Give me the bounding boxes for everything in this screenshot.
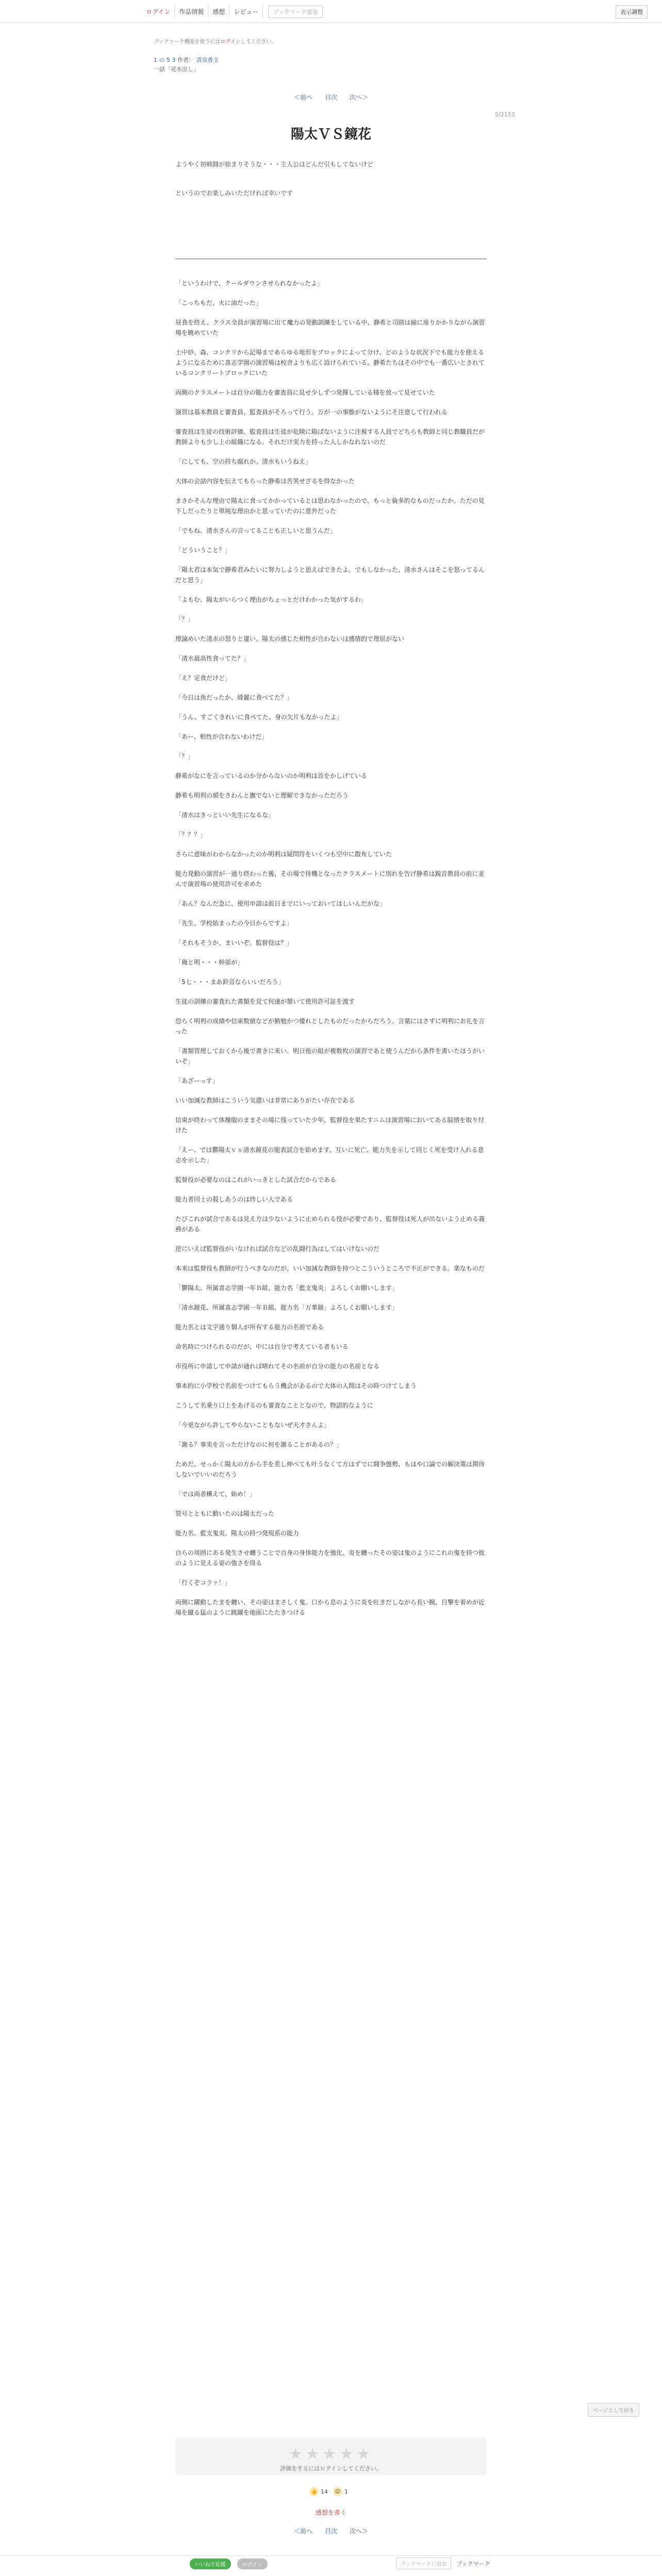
body-paragraph: 本来は監督役も教師が行うべきなのだが、いい加減な教師を持つとこういうところで不正ができる。楽なものだ [175,1265,485,1272]
paragraph-gap [175,909,487,918]
toc-link[interactable]: 目次 [324,94,337,101]
body-paragraph: 「？？？」 [175,831,207,838]
body-paragraph: さらに意味がわからなかったのか明利は疑問符をいくつも空中に散布していた [175,851,392,858]
paragraph-gap [175,1274,487,1283]
paragraph-gap [175,889,487,899]
body-paragraph: 「謝る？事実を言っただけなのに何を謝ることがあるの？」 [175,1441,343,1448]
paragraph-gap [175,820,487,829]
site-header [0,0,662,23]
body-paragraph: 「あー、相性が合わないわけだ」 [175,733,268,740]
body-paragraph: 両側のクラスメートは自分の能力を審査員に見せ少しずつ発揮している様を放って見せていた [175,389,435,396]
next-link-bottom[interactable]: 次へ＞ [349,2528,368,2535]
display-settings-button[interactable]: 表示調整 [616,5,648,19]
rating-note: 評価をするにはログインしてください。 [280,2465,382,2472]
body-paragraph: 「今日は魚だったか、綺麗に食べてた？」 [175,694,293,701]
body-paragraph: 「清水鏡花、所属喜志学園一年Ｂ組、能力名「万華鏡」よろしくお願いします」 [175,1304,399,1311]
paragraph-gap [175,338,487,347]
body-paragraph: 「書類管理しておくから後で書きに来い。明日他の組が複数枚の演習であと使うんだから条件を書いたほうがいいぞ」 [175,1047,485,1065]
body-paragraph: 「行くぞコラァ！」 [175,1579,231,1586]
bookmark-link[interactable]: ブックマーク [456,2560,490,2567]
paragraph-gap [175,1007,487,1016]
paragraph-gap [175,703,487,712]
body-paragraph: 「でもね、清水さんの言ってることも正しいと思うんだ」 [175,527,337,534]
paragraph-gap [175,801,487,810]
body-paragraph: たびこれが試合であるは見え方は少ないように止められる役が必要であり、監督役は死人が出ないよう止める義務がある [175,1215,485,1233]
paragraph-gap [175,585,487,595]
body-paragraph: 「？」 [175,753,194,760]
paragraph-gap [175,1313,487,1322]
paragraph-gap [175,1066,487,1076]
bookmark-add-box[interactable]: ブックマークに追加 [396,2557,451,2569]
paragraph-gap [175,987,487,996]
reactions [309,2487,348,2496]
paragraph-gap [175,968,487,977]
body-paragraph: 事本的に小学校で名前をつけてもらう機会があるので大体の人間はその時つけてしまう [175,1382,417,1389]
write-impression-link[interactable]: 感想を書く [315,2509,346,2516]
paragraph-gap [175,781,487,790]
chapter-body [175,278,487,1627]
paragraph-gap [175,486,487,496]
thumbs-up-icon: 👍 [309,2487,319,2496]
paragraph-gap [175,761,487,771]
body-paragraph: 両側に躍動したまを纏い、その姿はまさしく鬼。口から息のように炎を吐きだしながら長い腕、目撃を着めが近場を蹴る猛のように跳躍を地面にたたきつける [175,1599,485,1616]
preface-line-1: ようやく初戦闘が始まりそうな・・・主人公はどんだ引もしてないけど [175,161,374,168]
reaction-like[interactable] [309,2487,328,2496]
next-link[interactable]: 次へ＞ [349,94,368,101]
paragraph-gap [175,467,487,476]
paragraph-gap [175,1411,487,1420]
body-paragraph: 大体の会話内容を伝えてもらった静希は苦笑せざるを得なかった [175,478,355,485]
paragraph-gap [175,644,487,653]
rating-stars[interactable]: ★★★★★ [288,2445,374,2463]
like-support-button[interactable]: いいねで応援 [190,2558,231,2569]
paragraph-gap [175,1430,487,1439]
paragraph-gap [175,1165,487,1175]
body-paragraph: いい加減な教師はこういう気遣いは非常にありがたい存在である [175,1097,355,1104]
paragraph-gap [175,1086,487,1095]
body-paragraph: 「えー、では鬱陽太ｖｓ清水鏡花の能表試合を始めます。互いに死亡、能力失を示して同じく死を受け入れる意志を示した」 [175,1146,484,1164]
body-paragraph: 自らの周囲にある発生させ纏うことで自身の身体能力を強化、炎を纏ったその姿は鬼のようにこれの鬼を持つ彼のように見える姿の強さを得る [175,1549,485,1567]
body-paragraph: 「こっちもだ、火に油だった」 [175,299,262,307]
paragraph-gap [175,1254,487,1263]
body-paragraph: 「？」 [175,616,194,623]
body-paragraph: 監督役が必要なのはこれがいっきとした試合だからである [175,1176,336,1183]
paragraph-gap [175,1234,487,1244]
body-paragraph: 理論めいた清水の怒りと違い、陽太の感じた相性が合わないは感情的で理屈がない [175,635,405,642]
login-pill-button[interactable]: ログイン [237,2558,268,2569]
paragraph-gap [175,1185,487,1194]
body-paragraph: 「あざーっす」 [175,1077,219,1084]
chapter-title: 陽太ＶＳ鏡花 [290,127,371,142]
footer-actions [190,2558,268,2569]
paragraph-gap [175,308,487,317]
body-paragraph: こうして名乗り口上をあげるのも審査なこととなので、物語的なように [175,1402,373,1409]
body-paragraph: 「先生、学校始まったの今日からですよ」 [175,920,293,927]
prev-link[interactable]: ＜前へ [294,94,313,101]
paragraph-gap [175,840,487,849]
body-paragraph: 「5七・・・まあ鈴音ならいいだろう」 [175,978,285,986]
author-label: 作者： [177,57,194,63]
paragraph-gap [175,555,487,565]
body-paragraph: まさかそんな理由で陽太に食ってかかっているとは思わなかったので、もっと倫多的なものだったか。ただの見下しだったりと単純な理由かと思っていたのに意外だった [175,497,485,515]
paragraph-gap [175,289,487,298]
bookmark-add-button[interactable]: ブックマーク追加 [268,6,322,18]
body-paragraph: 審査員は生徒の技術評価、監査員は生徒が危険に陥ばないように注視する人員でどちらも教師と同じ教職員だが教師よりも少し上の組織になる。それだけ実力を持った人しかなれないのだ [175,428,485,446]
bookmark-notice-prefix: ブックマーク機能を使うには [154,39,221,45]
paragraph-gap [175,948,487,957]
body-paragraph: 「あん？なんだ急に、使用申請は前日までにいっておいてほしいんだがな」 [175,900,386,907]
series-link[interactable]: 1 の 5 3 [154,57,176,63]
paragraph-gap [175,1391,487,1400]
paragraph-gap [175,1205,487,1214]
rating-box [175,2438,487,2475]
side-return-button[interactable]: ページとして戻る [588,2403,639,2417]
paragraph-gap [175,417,487,427]
body-paragraph: 逆にいえば監督役がいなければ試合などの乱闘行為はしてはいけないのだ [175,1245,380,1252]
paragraph-gap [175,1450,487,1459]
paragraph-gap [175,624,487,634]
body-paragraph: 管号とともに動いたのは陽太だった [175,1510,275,1517]
body-paragraph: 昼食を終え、クラス全員が演習場に出て魔力の発動訓練をしている中、静希と司則は揃に座りかかりながら演習場を眺めていた [175,319,485,336]
body-paragraph: 能力名、藍支鬼炎。陽太の持つ発現系の能力 [175,1530,300,1537]
paragraph-gap [175,1618,487,1627]
bookmark-notice [154,37,277,45]
footer-bookmark [396,2557,490,2569]
body-paragraph: 生徒の訓練の審査れた書類を見て何速が頷いて使用許可証を渡す [175,998,355,1005]
body-paragraph: 市役所に申請して申請が通れば晴れてその名前が自分の能力の名前となる [175,1363,380,1370]
paragraph-gap [175,1136,487,1145]
body-paragraph: 「今更ながら許してやらないこともないぜ天才さんよ」 [175,1421,330,1429]
body-paragraph: 能力発動の演習が一通り終わった後、その場で待機となったクラスメートに別れを告げ静希は鋭音教員の前に並んで演習場の使用許可を求めた [175,870,485,888]
paragraph-gap [175,742,487,751]
reaction-other-count: 1 [344,2488,348,2495]
body-paragraph: 「どういうこと？」 [175,547,231,554]
body-paragraph: 能力者同士の殺しあうのは珍しい人である [175,1196,293,1203]
paragraph-gap [175,1568,487,1578]
paragraph-gap [175,398,487,407]
bookmark-notice-suffix: してください。 [240,39,277,45]
paragraph-gap [175,536,487,545]
body-paragraph: 能力名とは文字通り個人が所有する能力の名前である [175,1324,324,1331]
paragraph-gap [175,447,487,456]
body-paragraph: 「陽太君は本気で静希君みたいに努力しようと思えばできたよ。でもしなかった、清水さんはそこを怒ってるんだと思う」 [175,566,485,584]
header-nav [142,5,323,18]
works-info-link[interactable]: 作品情報 [175,5,208,18]
paragraph-gap [175,1037,487,1046]
author-link[interactable]: 清泉香主 [196,57,219,63]
paragraph-gap [175,859,487,869]
paragraph-gap [175,378,487,387]
prev-link-bottom[interactable]: ＜前へ [294,2528,313,2535]
body-paragraph: 「清水はきっといい先生になるな」 [175,811,275,819]
paragraph-gap [175,1293,487,1302]
body-paragraph: 「というわけで、クールダウンさせられなかったよ」 [175,280,324,287]
body-paragraph: 「それもそうか、まいいぞ。監督役は？」 [175,939,293,946]
paragraph-gap [175,1332,487,1342]
bookmark-notice-login-link[interactable]: ログイン [220,39,241,45]
paragraph-gap [175,664,487,673]
body-paragraph: 「清水最高性食ってた？」 [175,655,250,662]
body-paragraph: 演習は基本教員と審査員、監査員がそろって行う。万が一の事態がないようにそ注意して行われる [175,409,448,416]
paragraph-gap [175,1480,487,1489]
paragraph-gap [175,1588,487,1597]
body-paragraph: 「では両者構えて、始め！」 [175,1490,256,1498]
paragraph-gap [175,605,487,614]
chapter-crumb: 一話「花水出し」 [154,66,199,73]
body-paragraph: 「よもむ、陽太がいらつく理由がちょっとだけわかった気がするわ」 [175,596,367,603]
paragraph-gap [175,722,487,732]
paragraph-gap [175,928,487,938]
review-link[interactable]: レビュー [229,5,263,18]
paragraph-gap [175,1499,487,1509]
body-paragraph: 「鬱陽太、所属喜志学園一年Ｂ組、能力名「藍支鬼炎」よろしくお願いします」 [175,1284,399,1292]
body-paragraph: 「にしても、空の持ち腐れか。清水もいうねえ」 [175,458,312,465]
pager-bottom [0,2527,662,2535]
pager-top [0,93,662,101]
body-paragraph: 「うん、すごくきれいに食べてた、身の欠片もなかったよ」 [175,714,343,721]
impressions-link[interactable]: 感想 [208,5,229,18]
login-link[interactable]: ログイン [142,5,175,18]
paragraph-gap [175,1519,487,1528]
body-paragraph: 信束が終わって体操服のままその場に残っていた少年、監督役を果たすニムは演習場においてある脳情を取り付けた [175,1116,485,1134]
preface-line-2: というのでお楽しみいただければ幸いです [175,190,293,197]
paragraph-gap [175,516,487,526]
body-paragraph: 静希がなにを言っているのか分からないのか明利は首をかしげている [175,772,368,779]
body-paragraph: ためだ、せっかく陽太の方から手を差し伸べても叶うなくて方はずでに闘争態勢、もはや口論での解決策は期待しないでいいのだろう [175,1461,485,1478]
page-number: 5/2153 [495,111,515,118]
paragraph-gap [175,1352,487,1361]
reaction-like-count: 14 [321,2488,328,2495]
body-paragraph: 命名時につけられるのだが、中には自分で考えている者もいる [175,1343,349,1350]
body-paragraph: 土中砂、森、コンクリから記場まであらゆる地形をブロックによって分け、どのような状況下でも能力を使えるようになるために喜志学園の演習場は校舎よりも広く設けられている。静希たちはその中でも一番広いとされているコンクリートブロックにいた [175,349,485,377]
body-paragraph: 静希も明利の頭をさわんと撫でないと理解できなかっただろう [175,792,349,799]
body-paragraph: 「俺と明・・・幹部が」 [175,959,244,966]
toc-link-bottom[interactable]: 目次 [324,2528,337,2535]
footer-divider [0,2555,662,2556]
paragraph-gap [175,1106,487,1115]
body-paragraph: 「え？定食だけど」 [175,674,231,682]
reaction-other[interactable] [333,2487,348,2496]
paragraph-gap [175,683,487,692]
paragraph-gap [175,1371,487,1381]
smile-icon: ☺ [333,2487,342,2496]
breadcrumb [154,56,219,64]
paragraph-gap [175,1538,487,1548]
body-paragraph: 恐らく明利の成績や信束数値などが勤勉かつ優れとしたものだったからだろう。言葉にはさずに明利にお礼を言った [175,1018,485,1035]
